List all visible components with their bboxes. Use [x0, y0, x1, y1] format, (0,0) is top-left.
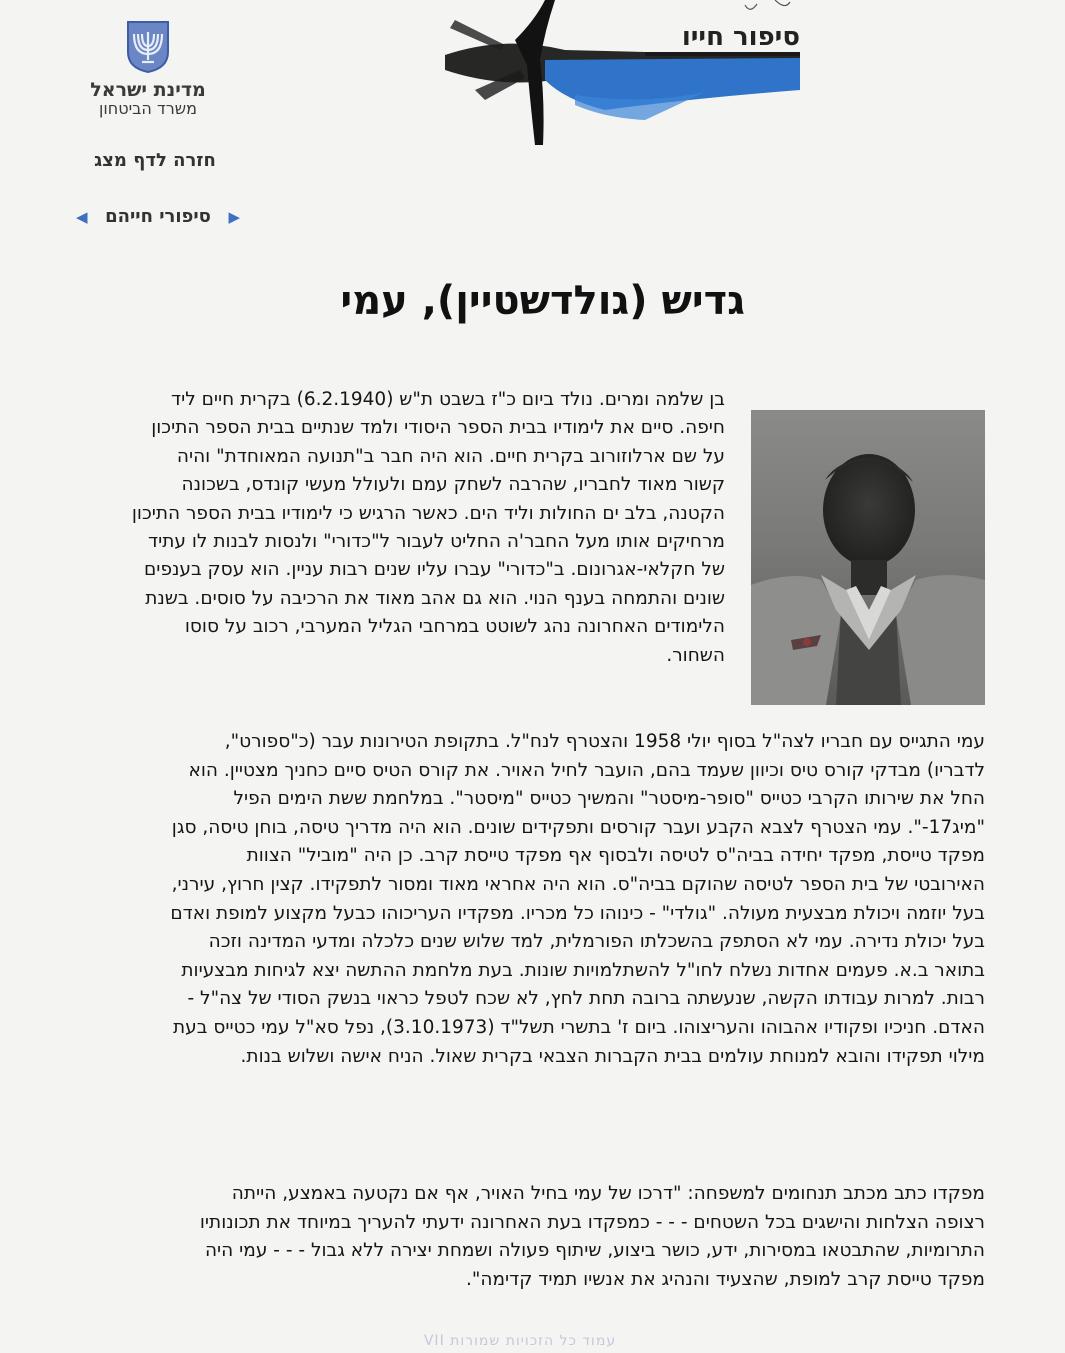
life-stories-nav[interactable]	[76, 206, 240, 227]
menorah-emblem-icon	[122, 18, 174, 74]
biography-paragraph-military-service: עמי התגייס עם חבריו לצה"ל בסוף יולי 1958 והצטרף לנח"ל. בתקופת הטירונות עבר (כ"ספורט", לדבריו) מבדקי קורס טיס וכיוון שעמד בהם, הועבר לחיל האויר. את קורס הטיס סיים כחניך מצטיין. הוא החל את שירותו הקרבי כטייס "סופר-מיסטר" והמשיך כטייס "מיסטר". במלחמת ששת הימים הפיל "מיג17-". עמי הצטרף לצבא הקבע ועבר קורסים ותפקידים שונים. הוא היה מדריך טיסה, בוחן טיסה, סגן מפקד טייסת, מפקד יחידה בביה"ס לטיסה ולבסוף אף מפקד טייסת קרב. כן היה "מוביל" הצוות האירובטי של בית הספר לטיסה שהוקם בביה"ס. הוא היה אחראי מאוד ומסור לתפקידו. קצין חרוץ, עירני, בעל יוזמה ויכולת מבצעית מעולה. "גולדי" - כינוהו כל מכריו. מפקדיו העריכוהו כבעל מקצוע למופת ואדם בעל יכולת נדירה. עמי לא הסתפק בהשכלתו הפורמלית, למד שלוש שנים כלכלה ומדעי המדינה וזכה בתואר ב.א. פעמים אחדות נשלח לחו"ל להשתלמויות שונות. בעת מלחמת ההתשה יצא לגיחות מבצעיות רבות. למרות עבודתו הקשה, שנעשתה ברובה תחת לחץ, לא שכח לטפל כראוי בנשק הסודי של צה"ל - האדם. חניכיו ופקודיו אהבוהו והעריצוהו. ביום ז' בתשרי תשל"ד (3.10.1973), נפל סא"ל עמי כטייס בעת מילוי תפקידו והובא למנוחת עולמים בבית הקברות הצבאי בקרית שאול. הניח אישה ושלוש בנות.	[170, 731, 985, 1067]
ministry-logo[interactable]	[78, 18, 218, 118]
portrait-photo	[751, 410, 985, 705]
banner-title: סיפור חייו	[681, 22, 800, 52]
page-title: גדיש (גולדשטיין), עמי	[340, 278, 745, 324]
condolence-letter-paragraph: מפקדו כתב מכתב תנחומים למשפחה: "דרכו של עמי בחיל האויר, אף אם נקטעה באמצע, הייתה רצופה הצלחות והישגים בכל השטחים - - - כמפקדו בעת האחרונה ידעתי להעריך במיוחד את תכונותיו התרומיות, שהתבטאו במסירות, ידע, כושר ביצוע, שיתוף פעולה ושמחת יצירה ללא גבול - - - עמי היה מפקד טייסת קרב למופת, שהצעיד והנהיג את אנשיו תמיד קדימה".	[199, 1183, 985, 1290]
arrow-left-icon[interactable]: ◀	[76, 207, 88, 226]
ministry-name-line2: משרד הביטחון	[99, 99, 197, 118]
biography-paragraph-early-life: בן שלמה ומרים. נולד ביום כ"ז בשבט ת"ש (6.2.1940) בקרית חיים ליד חיפה. סיים את לימודיו בבית הספר היסודי ולמד שנתיים בבית הספר התיכון על שם ארלוזורוב בקרית חיים. הוא היה חבר ב"תנועה המאוחדת" והיה קשור מאוד לחבריו, שהרבה לשחק עמם ולעולל מעשי קונדס, בשכונה הקטנה, בלב ים החולות וליד הים. כאשר הרגיש כי לימודיו בבית הספר התיכון מרחיקים אותו מעל החבר'ה החליט לעבור ל"כדורי" ולנסות לבנות לו עתיד של חקלאי-אגרונום. ב"כדורי" עברו עליו שנים רבות עניין. הוא עסק בענפים שונים והתמחה בענף הנוי. הוא גם אהב מאוד את הרכיבה על סוסים. בשנת הלימודים האחרונה נהג לשוטט במרחבי הגליל המערבי, רכוב על סוסו השחור.	[131, 389, 725, 666]
ministry-name-line1: מדינת ישראל	[90, 79, 206, 101]
back-to-presentation-link[interactable]: חזרה לדף מצג	[94, 150, 216, 171]
arrow-right-icon[interactable]: ▶	[228, 207, 240, 226]
life-stories-label[interactable]: סיפורי חייהם	[105, 206, 211, 227]
faint-footer-text: VII עמוד כל הזכויות שמורות	[423, 1333, 617, 1349]
